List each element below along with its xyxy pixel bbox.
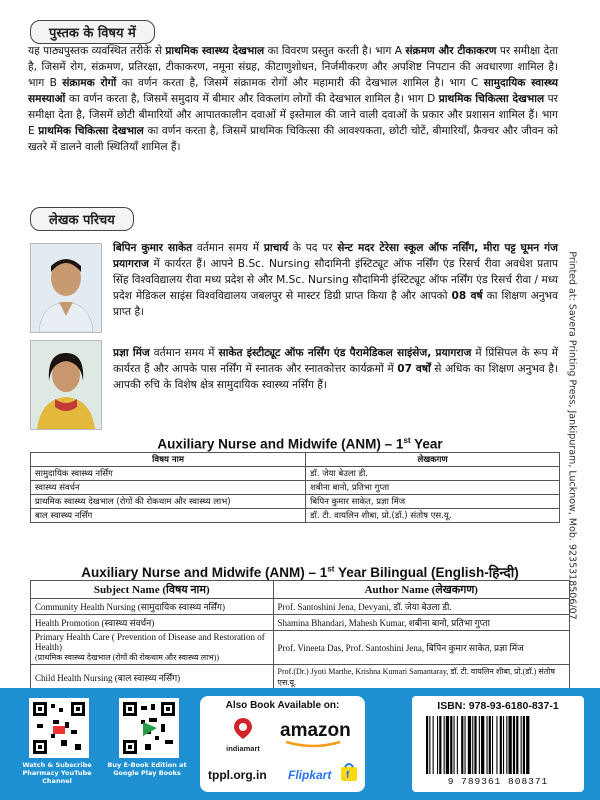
barcode-bar: [503, 716, 504, 774]
barcode-bar: [489, 716, 491, 774]
barcode-bar: [457, 716, 458, 774]
author-bio-2: प्रज्ञा मिंज वर्तमान समय में साकेत इंस्टीट्यूट ऑफ नर्सिंग एंड पैरामेडिकल साइंसेज, प्रयागराज में प्रिंसिपल के रूप में कार्यरत हैं और आपके पास नर्सिंग में स्नातक और स्नातकोत्तर कार्यक्रमों में 07 वर्षों से अधिक का शिक्षण अनुभव है। आपकी रुचि के विशेष क्षेत्र सामुदायिक स्वास्थ्य नर्सिंग हैं।: [113, 347, 559, 391]
qr-code-youtube[interactable]: [29, 698, 89, 758]
barcode-bar: [513, 716, 515, 774]
barcode-bar: [509, 716, 512, 774]
table1: [30, 452, 560, 523]
indiamart-logo[interactable]: indiamart: [218, 716, 268, 753]
table1-header-subject: विषय नाम: [31, 453, 306, 467]
barcode-bar: [446, 716, 449, 774]
tppl-link[interactable]: tppl.org.in: [208, 768, 267, 782]
table-row: बाल स्वास्थ्य नर्सिंग डॉ. टी. वायलिन शीबा, प्रो.(डॉ.) संतोष एस.यू.: [31, 509, 560, 523]
barcode-bar: [500, 716, 502, 774]
barcode-bar: [450, 716, 452, 774]
barcode-bar: [426, 716, 428, 774]
barcode-bar: [521, 716, 522, 774]
barcode-bar: [479, 716, 480, 774]
qr-code-ebook[interactable]: [119, 698, 179, 758]
amazon-logo[interactable]: amazon: [280, 720, 360, 742]
about-book-heading: पुस्तक के विषय में: [30, 20, 155, 44]
table-row: Health Promotion (स्वास्थ्य संवर्धन) Shamina Bhandari, Mahesh Kumar, शबीना बानो, प्रतिभा गुप्ता: [31, 615, 570, 631]
qr-youtube-label: Watch & Subscribe Pharmacy YouTube Channel: [22, 761, 92, 785]
table1-title: Auxiliary Nurse and Midwife (ANM) – 1st Year: [157, 436, 443, 452]
barcode-bar: [523, 716, 525, 774]
barcode: [424, 716, 572, 780]
table2-header-subject: Subject Name (विषय नाम): [31, 581, 274, 599]
table-row: Primary Health Care ( Prevention of Disease and Restoration of Health) (प्राथमिक स्वास्थ्य देखभाल (रोगों की रोकथाम और स्वास्थ्य लाभ)) Prof. Vineeta Das, Prof. Santoshini Jena, बिपिन कुमार साकेत, प्रज्ञा मिंज: [31, 631, 570, 665]
table2-header-author: Author Name (लेखकगण): [273, 581, 569, 599]
barcode-bar: [444, 716, 445, 774]
svg-text:f: f: [346, 770, 350, 781]
availability-title: Also Book Available on:: [225, 700, 340, 711]
author-bio-1: बिपिन कुमार साकेत वर्तमान समय में प्राचार्य के पद पर सेन्ट मदर टेरेसा स्कूल ऑफ नर्सिंग, मीरा पट्ट घूमन गंज प्रयागराज में कार्यरत हैं। आपने B.Sc. Nursing सौदामिनी इंस्टिट्यूट ऑफ नर्सिंग एंड रिसर्च रीवा अवधेश प्रताप सिंह विश्वविद्यालय रीवा मध्य प्रदेश से और M.Sc. Nursing सौदामिनी इंस्टिट्यूट ऑफ नर्सिंग एंड रिसर्च रीवा / मध्य प्रदेश मेडिकल साइंस विश्वविद्यालय जबलपुर से मास्टर डिग्री प्राप्त किया है और आपको 08 वर्ष का शिक्षण अनुभव प्राप्त है।: [113, 242, 559, 318]
barcode-bar: [454, 716, 455, 774]
availability-panel: [200, 696, 365, 792]
qr-ebook-label: Buy E-Book Edition at Google Play Books: [107, 761, 187, 777]
barcode-bar: [433, 716, 434, 774]
table-row: स्वास्थ्य संवर्धन शबीना बानो, प्रतिभा गुप्ता: [31, 481, 560, 495]
barcode-bar: [472, 716, 473, 774]
table1-header-author: लेखकगण: [306, 453, 560, 467]
barcode-bar: [492, 716, 493, 774]
barcode-digits: 9 789361 808371: [447, 776, 549, 787]
author-photo-1: [30, 243, 102, 333]
barcode-bar: [481, 716, 484, 774]
about-book-text: यह पाठ्यपुस्तक व्यवस्थित तरीके से प्राथमिक स्वास्थ्य देखभाल का विवरण प्रस्तुत करती है। भाग A संक्रमण और टीकाकरण पर समीक्षा देता है, जिसमें रोग, संक्रमण, प्रतिरक्षा, टीकाकरण, नमूना संग्रह, कीटाणुशोधन, निर्जमीकरण और अपशिष्ट निपटान की अवधारणा शामिल है। भाग B संक्रामक रोगों का वर्णन करता है, जिसमें संक्रामक रोगों और महामारी की देखभाल शामिल है। भाग C सामुदायिक स्वास्थ्य समस्याओं का वर्णन करता है, जिसमें समुदाय में बीमार और विकलांग लोगों की देखभाल शामिल है। भाग D प्राथमिक चिकित्सा देखभाल पर समीक्षा देता है, जिसमें छोटी बीमारियों और आपातकालीन दवाओं में इस्तेमाल की जाने वाली दवाओं के प्रकार और प्रशासन शामिल हैं। भाग E प्राथमिक चिकित्सा देखभाल का वर्णन करता है, जिसमें प्राथमिक चिकित्सा की आवश्यकता, छोटी चोटें, बीमारियाँ, फ्रैक्चर और जीवन को खतरे में डालने वाली स्थितियाँ शामिल हैं।: [28, 45, 558, 153]
table-row: प्राथमिक स्वास्थ्य देखभाल (रोगों की रोकथाम और स्वास्थ्य लाभ) बिपिन कुमार साकेत, प्रज्ञा मिंज: [31, 495, 560, 509]
barcode-bar: [487, 716, 488, 774]
table-row: Community Health Nursing (सामुदायिक स्वास्थ्य नर्सिंग) Prof. Santoshini Jena, Devyani, डॉ. जेया बेउला डी.: [31, 599, 570, 615]
isbn-number: ISBN: 978-93-6180-837-1: [437, 700, 559, 712]
barcode-bar: [468, 716, 471, 774]
barcode-bar: [437, 716, 438, 774]
table-row: सामुदायिक स्वास्थ्य नर्सिंग डॉ. जेया बेउला डी.: [31, 467, 560, 481]
barcode-bar: [526, 716, 529, 774]
barcode-bar: [516, 716, 518, 774]
barcode-bar: [465, 716, 466, 774]
authors-heading: लेखक परिचय: [30, 207, 134, 231]
isbn-panel: [412, 696, 584, 792]
table-row: Child Health Nursing (बाल स्वास्थ्य नर्सिंग) Prof.(Dr.) Jyoti Marthe, Krishna Kumari Samantaray, डॉ. टी. वायलिन शीबा, प्रो.(डॉ.) संतोष एस.यू.: [31, 665, 570, 690]
barcode-bar: [461, 716, 463, 774]
printer-info: Printed at: Savera Printing Press, Jankipuram, Lucknow, Mob. 9235318506/07: [566, 251, 578, 620]
barcode-bar: [439, 716, 441, 774]
barcode-bar: [496, 716, 497, 774]
footer-bar: [0, 688, 600, 800]
table2: [30, 580, 570, 690]
table2-title: Auxiliary Nurse and Midwife (ANM) – 1st Year Bilingual (English-हिन्दी): [81, 564, 519, 580]
barcode-bar: [506, 716, 507, 774]
barcode-bar: [474, 716, 476, 774]
flipkart-text: Flipkart: [288, 768, 332, 782]
barcode-bar: [429, 716, 430, 774]
author-photo-2: [30, 340, 102, 430]
